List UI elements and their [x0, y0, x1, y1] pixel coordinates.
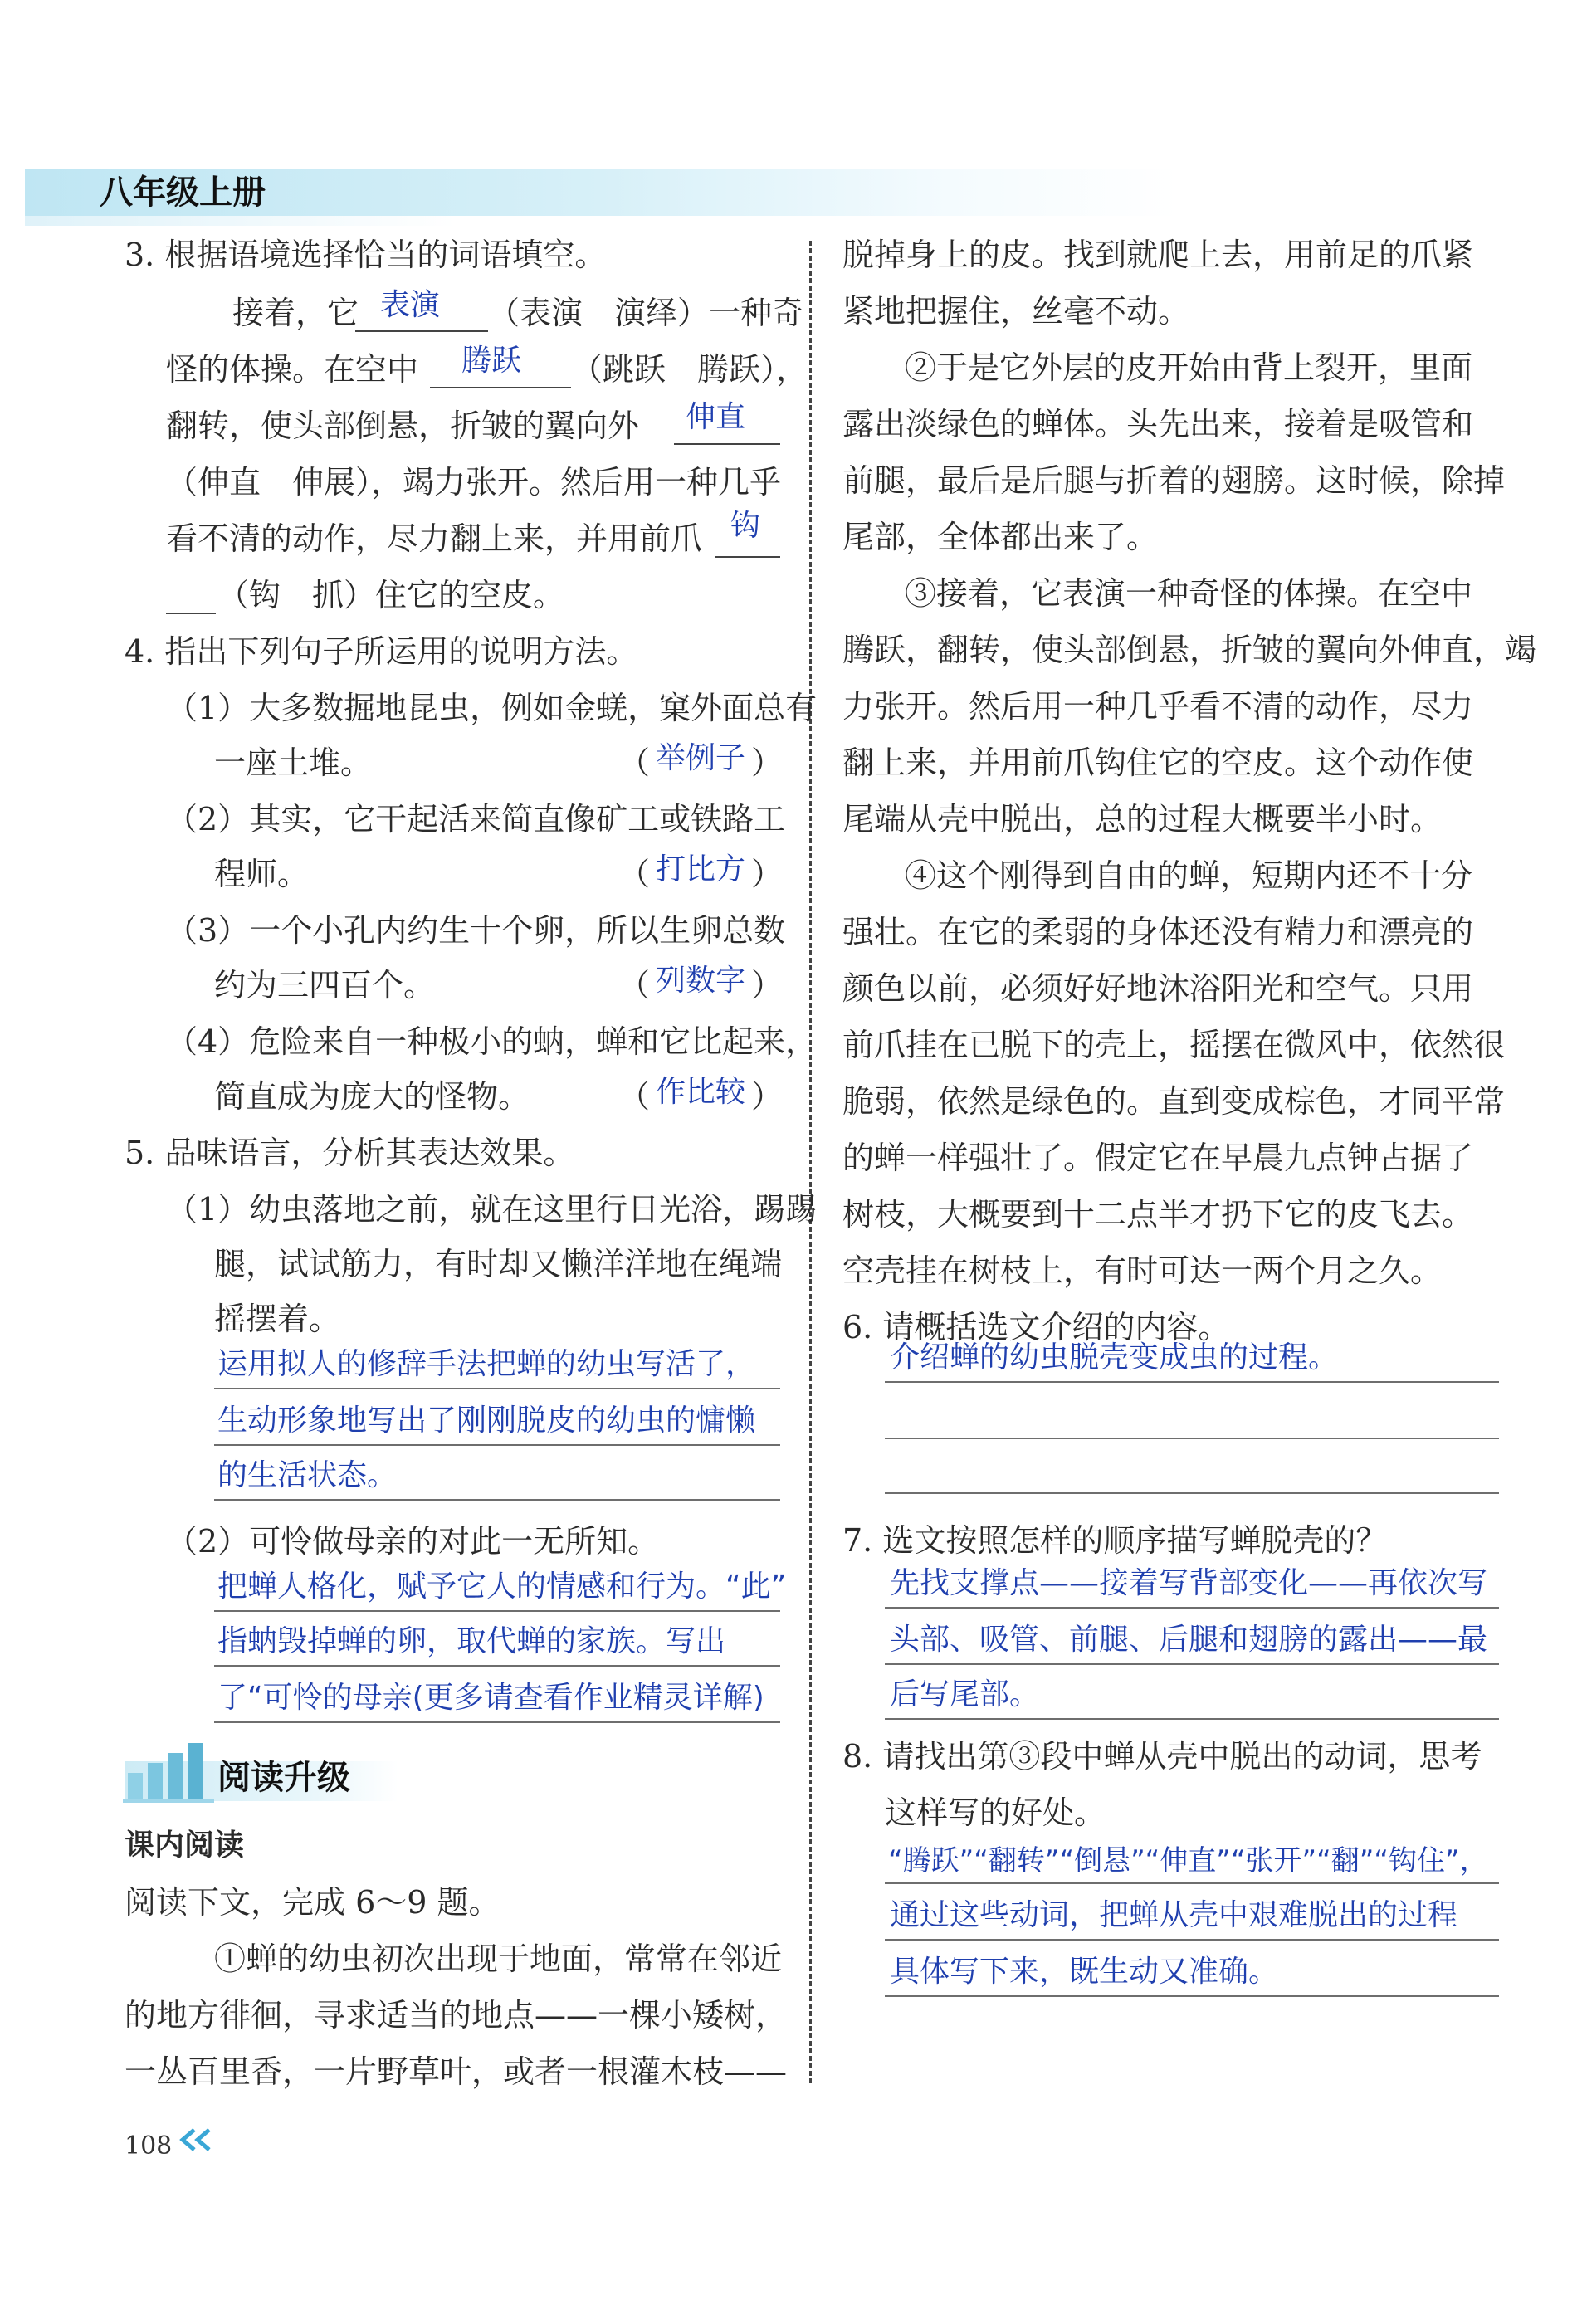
q5-answer-2-line3: 了“可怜的母亲(更多请查看作业精灵详解) — [217, 1681, 764, 1715]
passage-para2-line2: 露出淡绿色的蝉体。头先出来，接着是吸管和 — [842, 406, 1474, 442]
q3-blank-3 — [674, 443, 780, 445]
q4-paren-close: ） — [751, 856, 784, 892]
q6-title: 6. 请概括选文介绍的内容。 — [842, 1309, 1230, 1345]
q5-answer-2-line1: 把蝉人格化，赋予它人的情感和行为。“此” — [217, 1570, 787, 1604]
q3-line3-a: 翻转，使头部倒悬，折皱的翼向外 — [166, 408, 640, 444]
q3-line6: （钩 抓）住它的空皮。 — [217, 577, 565, 613]
passage-para4-line2: 强壮。在它的柔弱的身体还没有精力和漂亮的 — [842, 914, 1474, 950]
q3-line4: （伸直 伸展），竭力张开。然后用一种几乎 — [166, 464, 782, 500]
q5-p1-line3: 摇摆着。 — [214, 1301, 341, 1337]
passage-para3-line1: ③接着，它表演一种奇怪的体操。在空中 — [905, 575, 1473, 612]
q5-answer-2-line2: 指蚋毁掉蝉的卵，取代蝉的家族。写出 — [217, 1624, 726, 1658]
answer-line — [885, 1381, 1499, 1383]
passage-para2-line1: ②于是它外层的皮开始由背上裂开，里面 — [905, 349, 1473, 386]
q4-title: 4. 指出下列句子所运用的说明方法。 — [125, 633, 638, 670]
passage-para3-line5: 尾端从壳中脱出，总的过程大概要半小时。 — [842, 801, 1443, 837]
q8-title-line2: 这样写的好处。 — [885, 1794, 1106, 1831]
answer-line — [885, 1607, 1499, 1609]
q4-item3-l1: （3）一个小孔内约生十个卵，所以生卵总数 — [166, 912, 786, 949]
q3-blank-2 — [430, 387, 571, 388]
passage-para4-line7: 树枝，大概要到十二点半才扔下它的皮飞去。 — [842, 1196, 1474, 1233]
passage-para1-line3: 一丛百里香，一片野草叶，或者一根灌木枝—— — [125, 2053, 788, 2090]
passage-para1-line2: 的地方徘徊，寻求适当的地点——一棵小矮树， — [125, 1997, 788, 2034]
double-chevron-left-icon — [176, 2125, 217, 2158]
q7-title: 7. 选文按照怎样的顺序描写蝉脱壳的？ — [842, 1522, 1388, 1559]
q4-paren-open: （ — [618, 745, 651, 781]
q3-blank-4 — [715, 556, 780, 558]
q5-p1-line2: 腿，试试筋力，有时却又懒洋洋地在绳端 — [214, 1246, 783, 1282]
q8-answer-line1: “腾跃”“翻转”“倒悬”“伸直”“张开”“翻”“钩住”， — [888, 1844, 1488, 1877]
q3-answer-3: 伸直 — [686, 400, 746, 434]
q3-answer-2: 腾跃 — [461, 344, 522, 378]
answer-line — [214, 1721, 780, 1723]
q5-p2: （2）可怜做母亲的对此一无所知。 — [166, 1523, 660, 1560]
q3-line2-b: （跳跃 腾跃）， — [571, 351, 808, 388]
q5-p1-line1: （1）幼虫落地之前，就在这里行日光浴，踢踢 — [166, 1191, 818, 1228]
passage-para4-line6: 的蝉一样强壮了。假定它在早晨九点钟占据了 — [842, 1140, 1474, 1176]
q4-paren-open: （ — [618, 967, 651, 1003]
q3-line1-a: 接着，它 — [232, 295, 359, 331]
answer-line — [214, 1388, 780, 1389]
q4-paren-open: （ — [618, 1078, 651, 1115]
passage-para3-line3: 力张开。然后用一种几乎看不清的动作，尽力 — [842, 688, 1474, 725]
column-divider — [809, 241, 812, 2083]
q4-paren-open: （ — [618, 856, 651, 892]
q4-answer-3: 列数字 — [656, 964, 746, 998]
subsection-title: 课内阅读 — [125, 1828, 245, 1863]
header-bar-fade — [25, 216, 457, 226]
q8-answer-line3: 具体写下来，既生动又准确。 — [890, 1955, 1279, 1989]
q5-answer-1-line2: 生动形象地写出了刚刚脱皮的幼虫的慵懒 — [217, 1404, 756, 1438]
passage-para1-line5: 紧地把握住，丝毫不动。 — [842, 293, 1190, 330]
q4-paren-close: ） — [751, 967, 784, 1003]
answer-line — [885, 1718, 1499, 1720]
page-number: 108 — [125, 2131, 173, 2160]
passage-para1-line1: ①蝉的幼虫初次出现于地面，常常在邻近 — [214, 1941, 783, 1977]
passage-para4-line1: ④这个刚得到自由的蝉，短期内还不十分 — [905, 857, 1473, 894]
q8-answer-line2: 通过这些动词，把蝉从壳中艰难脱出的过程 — [890, 1898, 1458, 1932]
q3-line1-b: （表演 演绎）一种奇 — [488, 295, 804, 331]
q4-item4-l1: （4）危险来自一种极小的蚋，蝉和它比起来， — [166, 1023, 818, 1060]
q4-answer-2: 打比方 — [656, 852, 746, 886]
q3-blank-1 — [355, 330, 488, 332]
answer-line — [885, 1438, 1499, 1439]
q3-line5-a: 看不清的动作，尽力翻上来，并用前爪 — [166, 520, 703, 557]
reading-instruction: 阅读下文，完成 6～9 题。 — [125, 1884, 500, 1921]
q4-paren-close: ） — [751, 1078, 784, 1115]
q3-answer-1: 表演 — [380, 288, 441, 322]
grade-label: 八年级上册 — [100, 173, 266, 212]
passage-para2-line4: 尾部，全体都出来了。 — [842, 519, 1159, 555]
passage-para1-line4: 脱掉身上的皮。找到就爬上去，用前足的爪紧 — [842, 237, 1474, 273]
answer-line — [885, 1995, 1499, 1997]
bar-chart-icon — [123, 1740, 221, 1806]
passage-para4-line8: 空壳挂在树枝上，有时可达一两个月之久。 — [842, 1252, 1443, 1289]
answer-line — [885, 1663, 1499, 1665]
answer-line — [214, 1499, 780, 1501]
q4-answer-1: 举例子 — [656, 741, 746, 775]
answer-line — [214, 1665, 780, 1667]
q4-item4-l2: 简直成为庞大的怪物。 — [214, 1078, 530, 1115]
passage-para4-line5: 脆弱，依然是绿色的。直到变成棕色，才同平常 — [842, 1083, 1506, 1120]
passage-para4-line3: 颜色以前，必须好好地沐浴阳光和空气。只用 — [842, 970, 1474, 1007]
q3-blank-4b — [166, 613, 216, 614]
q4-item1-l2: 一座土堆。 — [214, 745, 373, 781]
answer-line — [214, 1610, 780, 1612]
passage-para4-line4: 前爪挂在已脱下的壳上，摇摆在微风中，依然很 — [842, 1027, 1506, 1063]
passage-para3-line2: 腾跃，翻转，使头部倒悬，折皱的翼向外伸直，竭 — [842, 632, 1537, 668]
q4-item2-l1: （2）其实，它干起活来简直像矿工或铁路工 — [166, 801, 786, 837]
q6-answer: 介绍蝉的幼虫脱壳变成虫的过程。 — [890, 1340, 1339, 1374]
answer-line — [885, 1492, 1499, 1494]
q8-title-line1: 8. 请找出第③段中蝉从壳中脱出的动词，思考 — [842, 1738, 1482, 1775]
q3-answer-4: 钩 — [730, 509, 761, 543]
passage-para2-line3: 前腿，最后是后腿与折着的翅膀。这时候，除掉 — [842, 462, 1506, 499]
q4-item1-l1: （1）大多数掘地昆虫，例如金蜣，窠外面总有 — [166, 690, 818, 726]
q7-answer-line3: 后写尾部。 — [890, 1677, 1040, 1711]
q5-title: 5. 品味语言，分析其表达效果。 — [125, 1135, 575, 1171]
q3-title: 3. 根据语境选择恰当的词语填空。 — [125, 237, 607, 273]
section-title: 阅读升级 — [217, 1759, 350, 1797]
q4-answer-4: 作比较 — [656, 1075, 746, 1109]
q7-answer-line1: 先找支撑点——接着写背部变化——再依次写 — [890, 1566, 1488, 1600]
answer-line — [885, 1882, 1499, 1884]
q4-paren-close: ） — [751, 745, 784, 781]
q4-item2-l2: 程师。 — [214, 856, 310, 892]
answer-line — [214, 1444, 780, 1446]
q5-answer-1-line1: 运用拟人的修辞手法把蝉的幼虫写活了， — [217, 1347, 756, 1381]
q7-answer-line2: 头部、吸管、前腿、后腿和翅膀的露出——最 — [890, 1623, 1488, 1657]
q3-line2-a: 怪的体操。在空中 — [166, 351, 419, 388]
answer-line — [885, 1939, 1499, 1941]
q5-answer-1-line3: 的生活状态。 — [217, 1458, 398, 1492]
q4-item3-l2: 约为三四百个。 — [214, 967, 436, 1003]
passage-para3-line4: 翻上来，并用前爪钩住它的空皮。这个动作使 — [842, 745, 1474, 781]
